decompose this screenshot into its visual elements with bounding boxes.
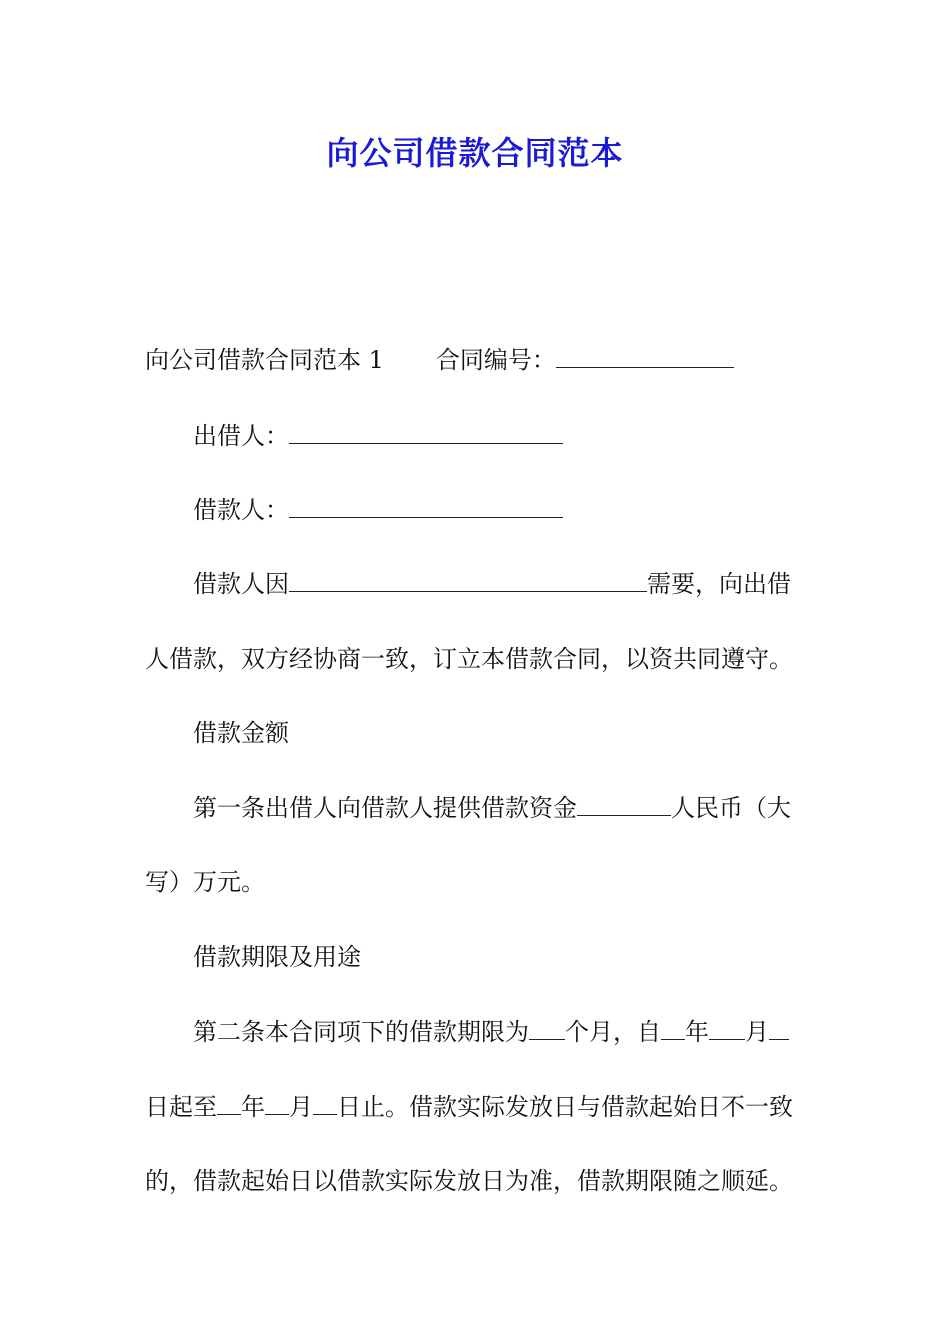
article2-line2 [145, 1091, 793, 1123]
end-year-blank [217, 1092, 241, 1115]
lender-label: 出借人： [193, 422, 289, 450]
article2-text-6: 年 [241, 1093, 265, 1121]
contract-no-label: 合同编号： [435, 346, 556, 374]
reason-blank [289, 569, 647, 592]
article2-text-3: 年 [685, 1018, 709, 1046]
borrower-blank [289, 495, 563, 518]
document-title: 向公司借款合同范本 [326, 134, 624, 172]
article1-line2: 写）万元。 [145, 868, 265, 896]
amount-blank [577, 793, 671, 816]
article2-text-1: 第二条本合同项下的借款期限为 [193, 1018, 529, 1046]
article1-prefix: 第一条出借人向借款人提供借款资金 [193, 794, 577, 822]
lender-line [193, 420, 563, 452]
article2-line3: 的，借款起始日以借款实际发放日为准，借款期限随之顺延。 [145, 1167, 793, 1195]
start-year-blank [661, 1017, 685, 1040]
template-number: 向公司借款合同范本 1 [145, 346, 384, 374]
end-month-blank [265, 1092, 289, 1115]
para1-prefix: 借款人因 [193, 570, 289, 598]
article2-text-5: 日起至 [145, 1093, 217, 1121]
para1-line2: 人借款，双方经协商一致，订立本借款合同，以资共同遵守。 [145, 645, 793, 673]
start-month-blank [709, 1017, 745, 1040]
article2-text-8: 日止。借款实际发放日与借款起始日不一致 [337, 1093, 793, 1121]
lender-blank [289, 421, 563, 444]
article1-suffix: 人民币（大 [671, 794, 791, 822]
para1-line1 [193, 568, 791, 600]
start-day-blank [769, 1017, 789, 1040]
contract-no-blank [556, 345, 734, 368]
section-amount-heading: 借款金额 [193, 719, 289, 747]
article2-text-4: 月 [745, 1018, 769, 1046]
borrower-label: 借款人： [193, 496, 289, 524]
borrower-line [193, 494, 563, 526]
end-day-blank [313, 1092, 337, 1115]
article2-line1 [193, 1016, 789, 1048]
months-blank [529, 1017, 565, 1040]
section-term-heading: 借款期限及用途 [193, 943, 361, 971]
article2-text-2: 个月，自 [565, 1018, 661, 1046]
article2-text-7: 月 [289, 1093, 313, 1121]
header-line [145, 344, 734, 376]
para1-suffix: 需要，向出借 [647, 570, 791, 598]
article1-line1 [193, 792, 791, 824]
